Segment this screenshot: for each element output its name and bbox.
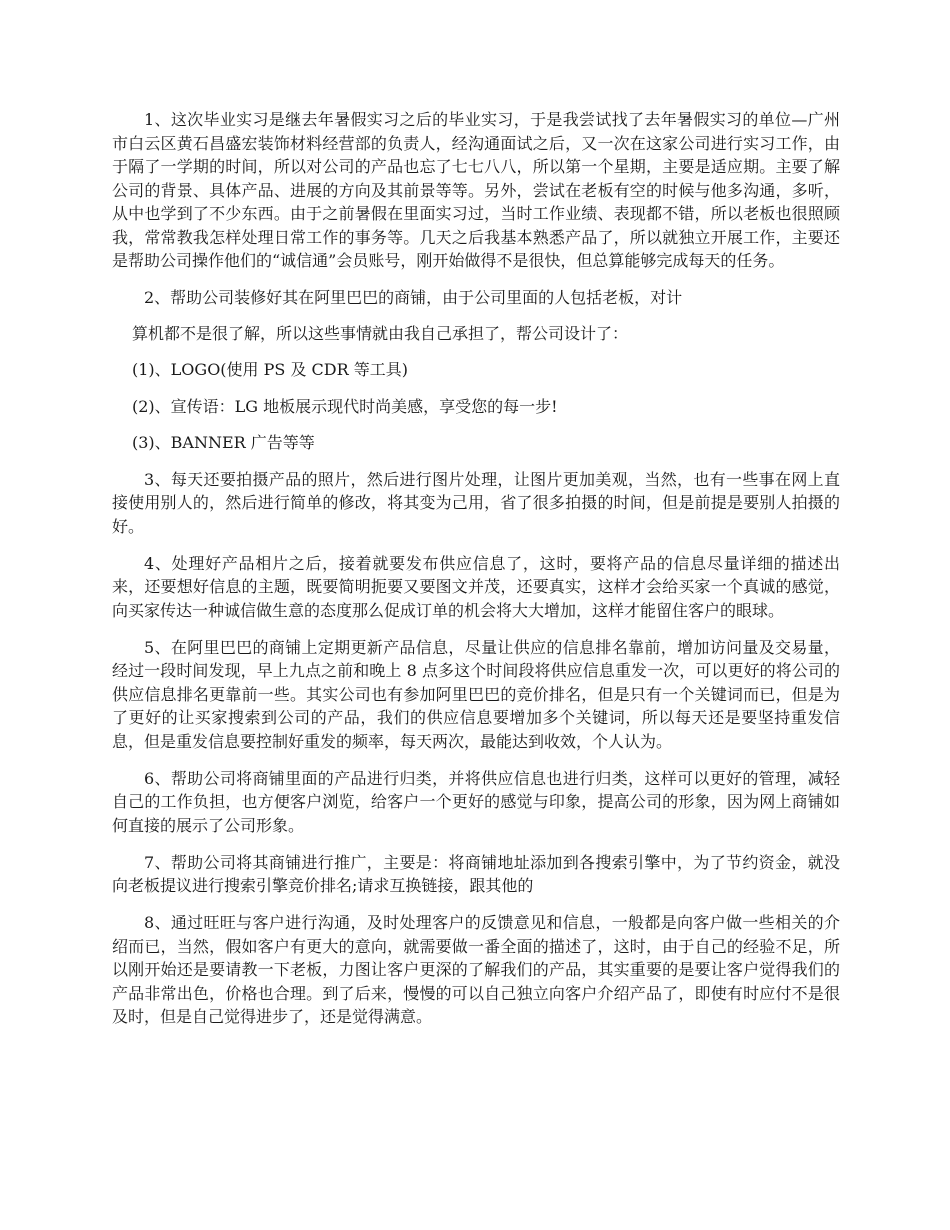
paragraph-2-start: 2、帮助公司装修好其在阿里巴巴的商铺，由于公司里面的人包括老板，对计 — [144, 288, 683, 307]
paragraph-3: 3、每天还要拍摄产品的照片，然后进行图片处理，让图片更加美观，当然，也有一些事在网上直接使用别人的，然后进行简单的修改，将其变为己用，省了很多拍摄的时间，但是前提是要别人拍摄的好。 — [112, 469, 840, 536]
paragraph-5: 5、在阿里巴巴的商铺上定期更新产品信息，尽量让供应的信息排名靠前，增加访问量及交易量，经过一段时间发现，早上九点之前和晚上 8 点多这个时间段将供应信息重发一次，可以更好的将公司的供应信息排名更靠前一些。其实公司也有参加阿里巴巴的竞价排名，但是只有一个关键词而已，但是为了更好的让买家搜索到公司的产品，我们的供应信息要增加多个关键词，所以每天还是要坚持重发信息，但是重发信息要控制好重发的频率，每天两次，最能达到收效，个人认为。 — [112, 637, 840, 751]
paragraph-4: 4、处理好产品相片之后，接着就要发布供应信息了，这时，要将产品的信息尽量详细的描述出来，还要想好信息的主题，既要简明扼要又要图文并茂，还要真实，这样才会给买家一个真诚的感觉，向买家传达一种诚信做生意的态度那么促成订单的机会将大大增加，这样才能留住客户的眼球。 — [112, 553, 840, 620]
document-body — [112, 108, 840, 1042]
list-item-banner: (3)、BANNER 广告等等 — [132, 433, 315, 452]
list-item-slogan: (2)、宣传语：LG 地板展示现代时尚美感，享受您的每一步! — [132, 396, 558, 416]
list-item-logo: (1)、LOGO(使用 PS 及 CDR 等工具) — [132, 360, 408, 379]
paragraph-8: 8、通过旺旺与客户进行沟通，及时处理客户的反馈意见和信息，一般都是向客户做一些相关的介绍而已，当然，假如客户有更大的意向，就需要做一番全面的描述了，这时，由于自己的经验不足，所以刚开始还是要请教一下老板，力图让客户更深的了解我们的产品，其实重要的是要让客户觉得我们的产品非常出色，价格也合理。到了后来，慢慢的可以自己独立向客户介绍产品了，即使有时应付不是很及时，但是自己觉得进步了，还是觉得满意。 — [112, 913, 840, 1026]
paragraph-2-continued: 算机都不是很了解，所以这些事情就由我自己承担了，帮公司设计了： — [132, 323, 629, 343]
paragraph-1: 1、这次毕业实习是继去年暑假实习之后的毕业实习，于是我尝试找了去年暑假实习的单位—广州市白云区黄石昌盛宏装饰材料经营部的负责人，经沟通面试之后，又一次在这家公司进行实习工作，由于隔了一学期的时间，所以对公司的产品也忘了七七八八，所以第一个星期，主要是适应期。主要了解公司的背景、具体产品、进展的方向及其前景等等。另外，尝试在老板有空的时候与他多沟通，多听，从中也学到了不少东西。由于之前暑假在里面实习过，当时工作业绩、表现都不错，所以老板也很照顾我，常常教我怎样处理日常工作的事务等。几天之后我基本熟悉产品了，所以就独立开展工作，主要还是帮助公司操作他们的“诚信通”会员账号，刚开始做得不是很快，但总算能够完成每天的任务。 — [112, 110, 840, 270]
paragraph-7: 7、帮助公司将其商铺进行推广，主要是：将商铺地址添加到各搜索引擎中，为了节约资金，就没向老板提议进行搜索引擎竞价排名;请求互换链接，跟其他的 — [112, 852, 840, 895]
paragraph-6: 6、帮助公司将商铺里面的产品进行归类，并将供应信息也进行归类，这样可以更好的管理，减轻自己的工作负担，也方便客户浏览，给客户一个更好的感觉与印象，提高公司的形象，因为网上商铺如何直接的展示了公司形象。 — [112, 768, 840, 835]
